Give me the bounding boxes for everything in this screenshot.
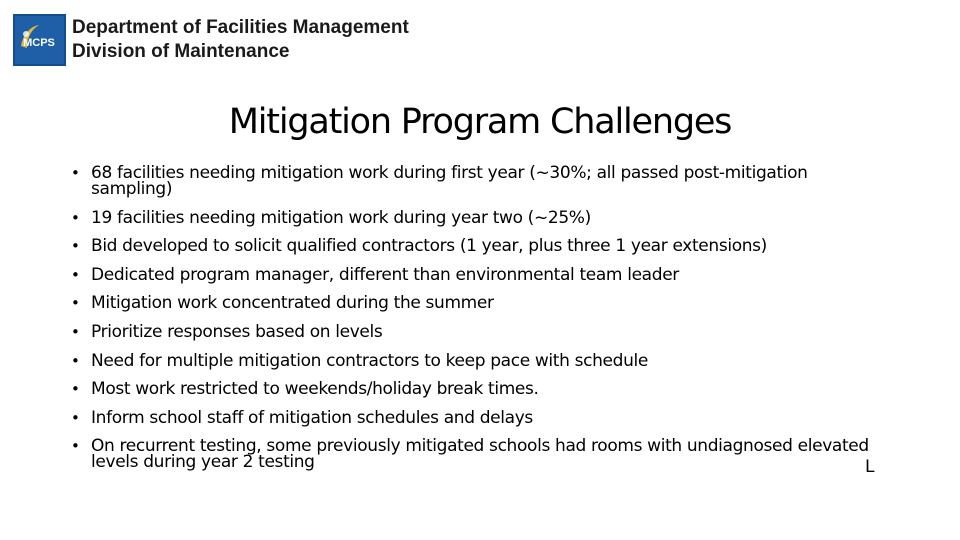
list-item-text: 19 facilities needing mitigation work during year two (~25%) xyxy=(91,207,591,228)
list-item xyxy=(69,264,869,285)
list-item-text: Prioritize responses based on levels xyxy=(91,321,383,342)
slide-title: Mitigation Program Challenges xyxy=(228,102,732,142)
bullet-icon: • xyxy=(71,208,80,227)
list-item-text: 68 facilities needing mitigation work during first year (~30%; all passed post-mitigation sampling) xyxy=(91,163,808,199)
department-header xyxy=(72,16,409,64)
list-item xyxy=(69,321,869,342)
division-name: Division of Maintenance xyxy=(72,41,290,62)
list-item xyxy=(69,436,869,473)
list-item xyxy=(69,207,869,228)
corner-letter: L xyxy=(865,457,875,477)
list-item xyxy=(69,407,869,428)
bullet-icon: • xyxy=(71,265,80,284)
bullet-icon: • xyxy=(71,237,80,256)
list-item-text: Inform school staff of mitigation schedules and delays xyxy=(91,407,533,428)
list-item-text: Dedicated program manager, different than environmental team leader xyxy=(91,264,679,285)
bullet-icon: • xyxy=(71,380,80,399)
list-item xyxy=(69,350,869,371)
list-item-text: On recurrent testing, some previously mitigated schools had rooms with undiagnosed elevated levels during year 2 testing xyxy=(91,436,869,473)
bullet-icon: • xyxy=(71,437,80,456)
mcps-emblem-icon xyxy=(15,16,64,64)
logo-text: MCPS xyxy=(23,37,55,49)
list-item xyxy=(69,293,869,314)
bullet-icon: • xyxy=(71,294,80,313)
bullet-icon: • xyxy=(71,164,80,182)
list-item xyxy=(69,236,869,257)
list-item xyxy=(69,379,869,400)
list-item xyxy=(69,165,869,197)
bullet-icon: • xyxy=(71,351,80,370)
department-name: Department of Facilities Management xyxy=(72,17,409,38)
mcps-logo xyxy=(13,14,66,66)
bullet-icon: • xyxy=(71,322,80,341)
list-item-text: Most work restricted to weekends/holiday break times. xyxy=(91,379,539,400)
list-item-text: Mitigation work concentrated during the summer xyxy=(91,293,494,314)
bullet-icon: • xyxy=(71,408,80,427)
list-item-text: Bid developed to solicit qualified contractors (1 year, plus three 1 year extensions) xyxy=(91,236,767,257)
list-item-text: Need for multiple mitigation contractors to keep pace with schedule xyxy=(91,350,648,371)
bullet-list xyxy=(69,165,869,483)
